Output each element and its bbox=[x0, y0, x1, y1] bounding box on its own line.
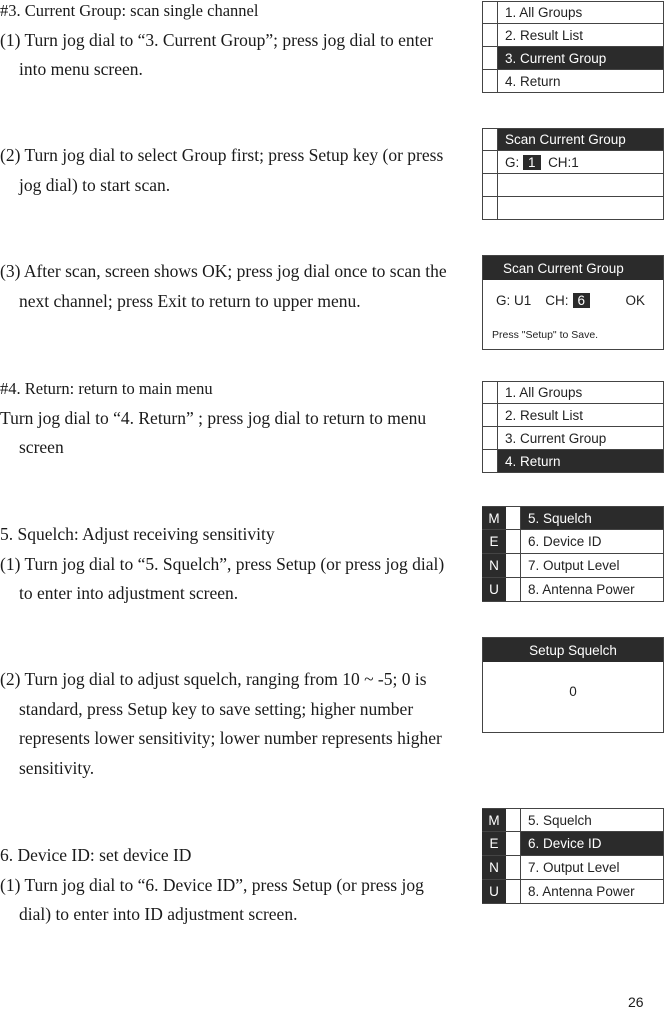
channel-value: CH:1 bbox=[548, 154, 579, 170]
empty-row bbox=[482, 197, 664, 220]
lcd-main-menu-device-id bbox=[482, 808, 664, 904]
section-squelch bbox=[0, 520, 460, 609]
menu-item-all-groups[interactable]: 1. All Groups bbox=[482, 381, 664, 404]
menu-item-current-group[interactable]: 3. Current Group bbox=[482, 427, 664, 450]
lcd-group-menu-return bbox=[482, 381, 664, 473]
section-current-group-step3 bbox=[0, 257, 460, 316]
group-label: G: bbox=[505, 154, 520, 170]
channel-value[interactable]: 6 bbox=[573, 293, 591, 308]
heading: 5. Squelch: Adjust receiving sensitivity bbox=[0, 524, 275, 544]
menu-item-output-level[interactable]: N 7. Output Level bbox=[482, 856, 664, 880]
section-device-id bbox=[0, 841, 460, 930]
step: (2) Turn jog dial to select Group first; press Setup key (or press jog dial) to start scan. bbox=[0, 145, 444, 195]
menu-item-device-id[interactable]: E 6. Device ID bbox=[482, 832, 664, 856]
menu-item-output-level[interactable]: N 7. Output Level bbox=[482, 554, 664, 578]
empty-row bbox=[482, 174, 664, 197]
heading: 6. Device ID: set device ID bbox=[0, 845, 192, 865]
menu-item-result-list[interactable]: 2. Result List bbox=[482, 24, 664, 47]
menu-item-result-list[interactable]: 2. Result List bbox=[482, 404, 664, 427]
save-hint: Press "Setup" to Save. bbox=[492, 329, 599, 341]
step: (2) Turn jog dial to adjust squelch, ranging from 10 ~ -5; 0 is standard, press Setup key to save setting; higher number represents lower sensitivity; lower number represents higher sensitivity. bbox=[0, 669, 442, 778]
menu-item-device-id[interactable]: E 6. Device ID bbox=[482, 530, 664, 554]
step: (1) Turn jog dial to “3. Current Group”; press jog dial to enter into menu screen. bbox=[0, 29, 434, 79]
menu-item-current-group[interactable]: 3. Current Group bbox=[482, 47, 664, 70]
menu-item-squelch[interactable]: M 5. Squelch bbox=[482, 506, 664, 530]
screen-title: Scan Current Group bbox=[482, 128, 664, 151]
menu-item-return[interactable]: 4. Return bbox=[482, 70, 664, 93]
section-squelch-step2 bbox=[0, 665, 460, 783]
menu-item-squelch[interactable]: M 5. Squelch bbox=[482, 808, 664, 832]
page-number: 26 bbox=[628, 994, 644, 1010]
lcd-scan-select bbox=[482, 128, 664, 220]
step: Turn jog dial to “4. Return” ; press jog dial to return to menu screen bbox=[0, 407, 427, 457]
heading: #4. Return: return to main menu bbox=[0, 379, 213, 398]
screen-title: Setup Squelch bbox=[483, 638, 663, 662]
step: (3) After scan, screen shows OK; press jog dial once to scan the next channel; press Exit to return to upper menu. bbox=[0, 261, 447, 311]
squelch-value[interactable]: 0 bbox=[569, 684, 577, 699]
menu-item-return[interactable]: 4. Return bbox=[482, 450, 664, 473]
lcd-main-menu-squelch bbox=[482, 506, 664, 602]
result-row bbox=[496, 293, 645, 308]
lcd-setup-squelch bbox=[482, 637, 664, 733]
section-return bbox=[0, 374, 460, 463]
section-current-group bbox=[0, 0, 460, 85]
screen-title: Scan Current Group bbox=[483, 256, 663, 280]
channel-label: CH: bbox=[545, 293, 569, 308]
group-value[interactable]: 1 bbox=[523, 155, 541, 170]
menu-item-antenna-power[interactable]: U 8. Antenna Power bbox=[482, 880, 664, 904]
heading: #3. Current Group: scan single channel bbox=[0, 1, 259, 20]
lcd-group-menu bbox=[482, 1, 664, 93]
menu-item-all-groups[interactable]: 1. All Groups bbox=[482, 1, 664, 24]
status-ok: OK bbox=[625, 293, 645, 308]
section-current-group-step2 bbox=[0, 141, 460, 200]
lcd-scan-result bbox=[482, 255, 664, 350]
menu-item-antenna-power[interactable]: U 8. Antenna Power bbox=[482, 578, 664, 602]
group-channel-row bbox=[482, 151, 664, 174]
step: (1) Turn jog dial to “5. Squelch”, press Setup (or press jog dial) to enter into adjustment screen. bbox=[0, 553, 445, 603]
step: (1) Turn jog dial to “6. Device ID”, press Setup (or press jog dial) to enter into ID adjustment screen. bbox=[0, 874, 424, 924]
group-value: G: U1 bbox=[496, 293, 532, 308]
